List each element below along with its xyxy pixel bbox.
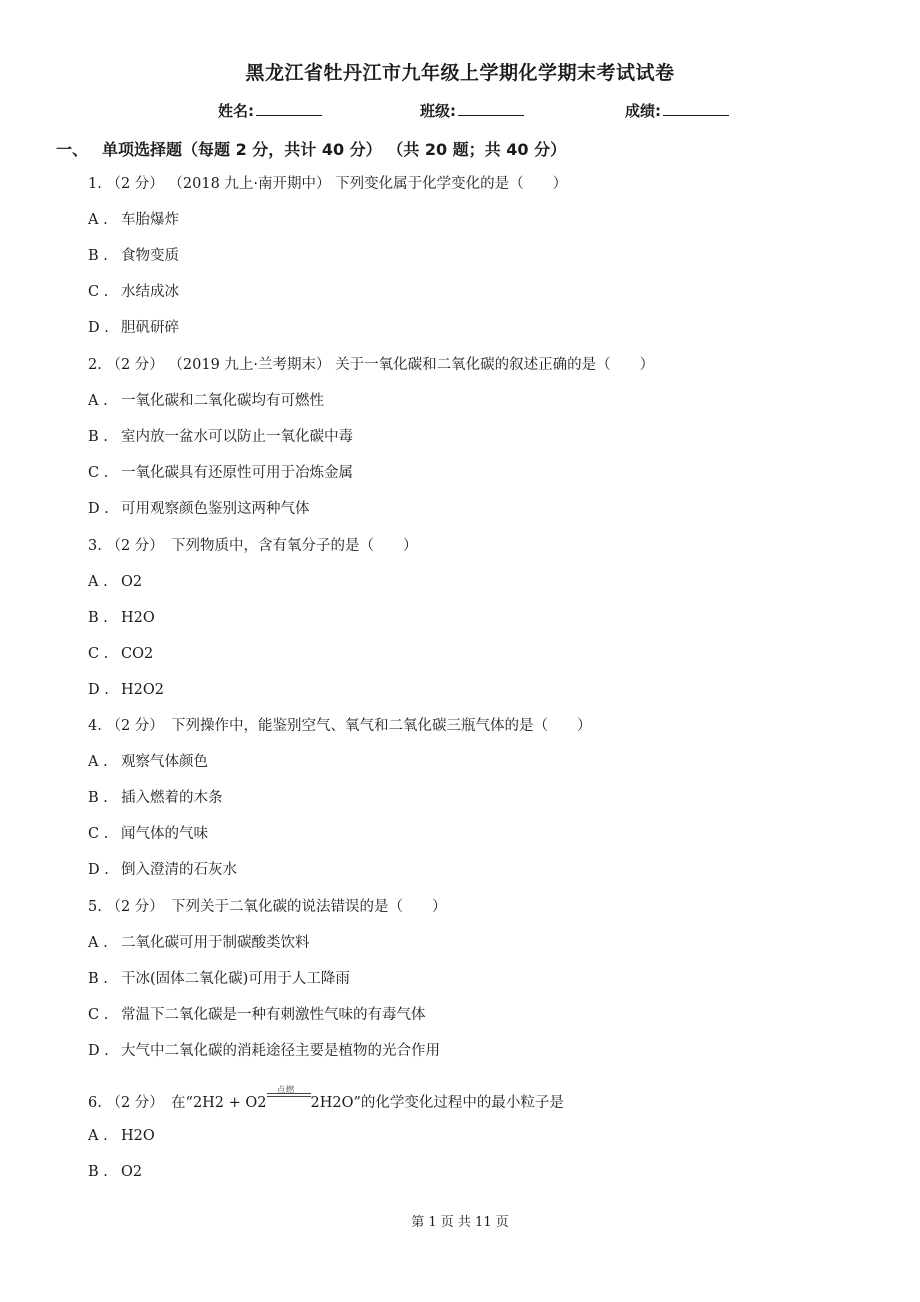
option-text: 可用观察颜色鉴别这两种气体 bbox=[121, 501, 310, 517]
score-blank[interactable] bbox=[663, 100, 729, 116]
score-label: 成绩: bbox=[625, 102, 661, 120]
question-6-stem-before: 6. （2 分） 在“2H2 + O2 bbox=[88, 1095, 267, 1111]
option-text: 闻气体的气味 bbox=[121, 826, 208, 842]
option-letter: C . bbox=[88, 1007, 109, 1023]
option-letter: D . bbox=[88, 501, 109, 517]
question-2-option-c[interactable] bbox=[88, 463, 353, 483]
section-heading bbox=[56, 137, 566, 160]
option-letter: B . bbox=[88, 790, 108, 806]
question-2-option-b[interactable] bbox=[88, 427, 353, 447]
option-letter: B . bbox=[88, 248, 108, 264]
question-5-option-a[interactable] bbox=[88, 933, 310, 953]
option-letter: B . bbox=[88, 429, 108, 445]
option-text: 水结成冰 bbox=[121, 284, 179, 300]
option-letter: C . bbox=[88, 826, 109, 842]
option-text: 常温下二氧化碳是一种有刺激性气味的有毒气体 bbox=[121, 1007, 426, 1023]
option-letter: A . bbox=[88, 935, 108, 951]
option-letter: B . bbox=[88, 610, 108, 626]
question-6-stem-after: 2H2O”的化学变化过程中的最小粒子是 bbox=[310, 1095, 564, 1111]
question-3-option-d[interactable] bbox=[88, 680, 164, 700]
question-4-option-d[interactable] bbox=[88, 860, 237, 880]
section-number: 一、 bbox=[56, 140, 89, 159]
reaction-arrow-icon bbox=[267, 1086, 311, 1113]
option-letter: D . bbox=[88, 1043, 109, 1059]
question-6-stem bbox=[88, 1086, 564, 1113]
option-letter: D . bbox=[88, 320, 109, 336]
option-text: 一氧化碳具有还原性可用于冶炼金属 bbox=[121, 465, 353, 481]
option-text: H2O2 bbox=[121, 682, 164, 698]
class-field bbox=[420, 100, 524, 121]
question-2-option-d[interactable] bbox=[88, 499, 310, 519]
option-text: 倒入澄清的石灰水 bbox=[121, 862, 237, 878]
question-5-stem: 5. （2 分） 下列关于二氧化碳的说法错误的是（ ） bbox=[88, 899, 447, 915]
option-letter: A . bbox=[88, 574, 108, 590]
question-5-option-b[interactable] bbox=[88, 969, 350, 989]
question-6-option-b[interactable] bbox=[88, 1162, 142, 1182]
option-text: 二氧化碳可用于制碳酸类饮料 bbox=[121, 935, 310, 951]
name-blank[interactable] bbox=[256, 100, 322, 116]
option-letter: D . bbox=[88, 682, 109, 698]
option-letter: A . bbox=[88, 754, 108, 770]
question-1-option-a[interactable] bbox=[88, 210, 179, 230]
option-letter: A . bbox=[88, 212, 108, 228]
option-text: 一氧化碳和二氧化碳均有可燃性 bbox=[121, 393, 324, 409]
option-letter: A . bbox=[88, 1128, 108, 1144]
name-label: 姓名: bbox=[218, 102, 254, 120]
question-3-option-a[interactable] bbox=[88, 572, 142, 592]
option-text: 食物变质 bbox=[121, 248, 179, 264]
question-1-option-c[interactable] bbox=[88, 282, 179, 302]
option-text: O2 bbox=[121, 574, 143, 590]
option-text: H2O bbox=[121, 1128, 155, 1144]
class-blank[interactable] bbox=[458, 100, 524, 116]
question-2-option-a[interactable] bbox=[88, 391, 324, 411]
student-info-row bbox=[0, 100, 920, 122]
option-letter: C . bbox=[88, 284, 109, 300]
option-letter: D . bbox=[88, 862, 109, 878]
option-text: O2 bbox=[121, 1164, 143, 1180]
option-letter: A . bbox=[88, 393, 108, 409]
option-text: H2O bbox=[121, 610, 155, 626]
question-4-option-c[interactable] bbox=[88, 824, 208, 844]
question-4-option-b[interactable] bbox=[88, 788, 223, 808]
question-3-stem: 3. （2 分） 下列物质中，含有氧分子的是（ ） bbox=[88, 538, 418, 554]
question-5-option-d[interactable] bbox=[88, 1041, 440, 1061]
page-footer: 第 1 页 共 11 页 bbox=[411, 1215, 509, 1230]
option-text: CO2 bbox=[121, 646, 154, 662]
option-letter: B . bbox=[88, 1164, 108, 1180]
option-text: 观察气体颜色 bbox=[121, 754, 208, 770]
option-text: 干冰(固体二氧化碳)可用于人工降雨 bbox=[121, 971, 350, 987]
name-field bbox=[218, 100, 322, 121]
question-6-option-a[interactable] bbox=[88, 1126, 155, 1146]
question-1-option-b[interactable] bbox=[88, 246, 179, 266]
option-text: 胆矾研碎 bbox=[121, 320, 179, 336]
question-4-option-a[interactable] bbox=[88, 752, 208, 772]
class-label: 班级: bbox=[420, 102, 456, 120]
option-text: 插入燃着的木条 bbox=[121, 790, 223, 806]
question-4-stem: 4. （2 分） 下列操作中，能鉴别空气、氧气和二氧化碳三瓶气体的是（ ） bbox=[88, 718, 592, 734]
score-field bbox=[625, 100, 729, 121]
option-letter: B . bbox=[88, 971, 108, 987]
option-text: 大气中二氧化碳的消耗途径主要是植物的光合作用 bbox=[121, 1043, 440, 1059]
option-letter: C . bbox=[88, 465, 109, 481]
option-text: 室内放一盆水可以防止一氧化碳中毒 bbox=[121, 429, 353, 445]
exam-title: 黑龙江省牡丹江市九年级上学期化学期末考试试卷 bbox=[245, 62, 675, 84]
question-2-stem: 2. （2 分） （2019 九上·兰考期末） 关于一氧化碳和二氧化碳的叙述正确的是（ ） bbox=[88, 357, 655, 373]
question-1-option-d[interactable] bbox=[88, 318, 179, 338]
option-letter: C . bbox=[88, 646, 109, 662]
section-heading-text: 单项选择题（每题 2 分，共计 40 分） （共 20 题；共 40 分） bbox=[102, 140, 567, 159]
question-3-option-b[interactable] bbox=[88, 608, 155, 628]
question-3-option-c[interactable] bbox=[88, 644, 153, 664]
option-text: 车胎爆炸 bbox=[121, 212, 179, 228]
question-5-option-c[interactable] bbox=[88, 1005, 426, 1025]
reaction-condition: 点燃 bbox=[276, 1086, 295, 1096]
question-1-stem: 1. （2 分） （2018 九上·南开期中） 下列变化属于化学变化的是（ ） bbox=[88, 176, 568, 192]
